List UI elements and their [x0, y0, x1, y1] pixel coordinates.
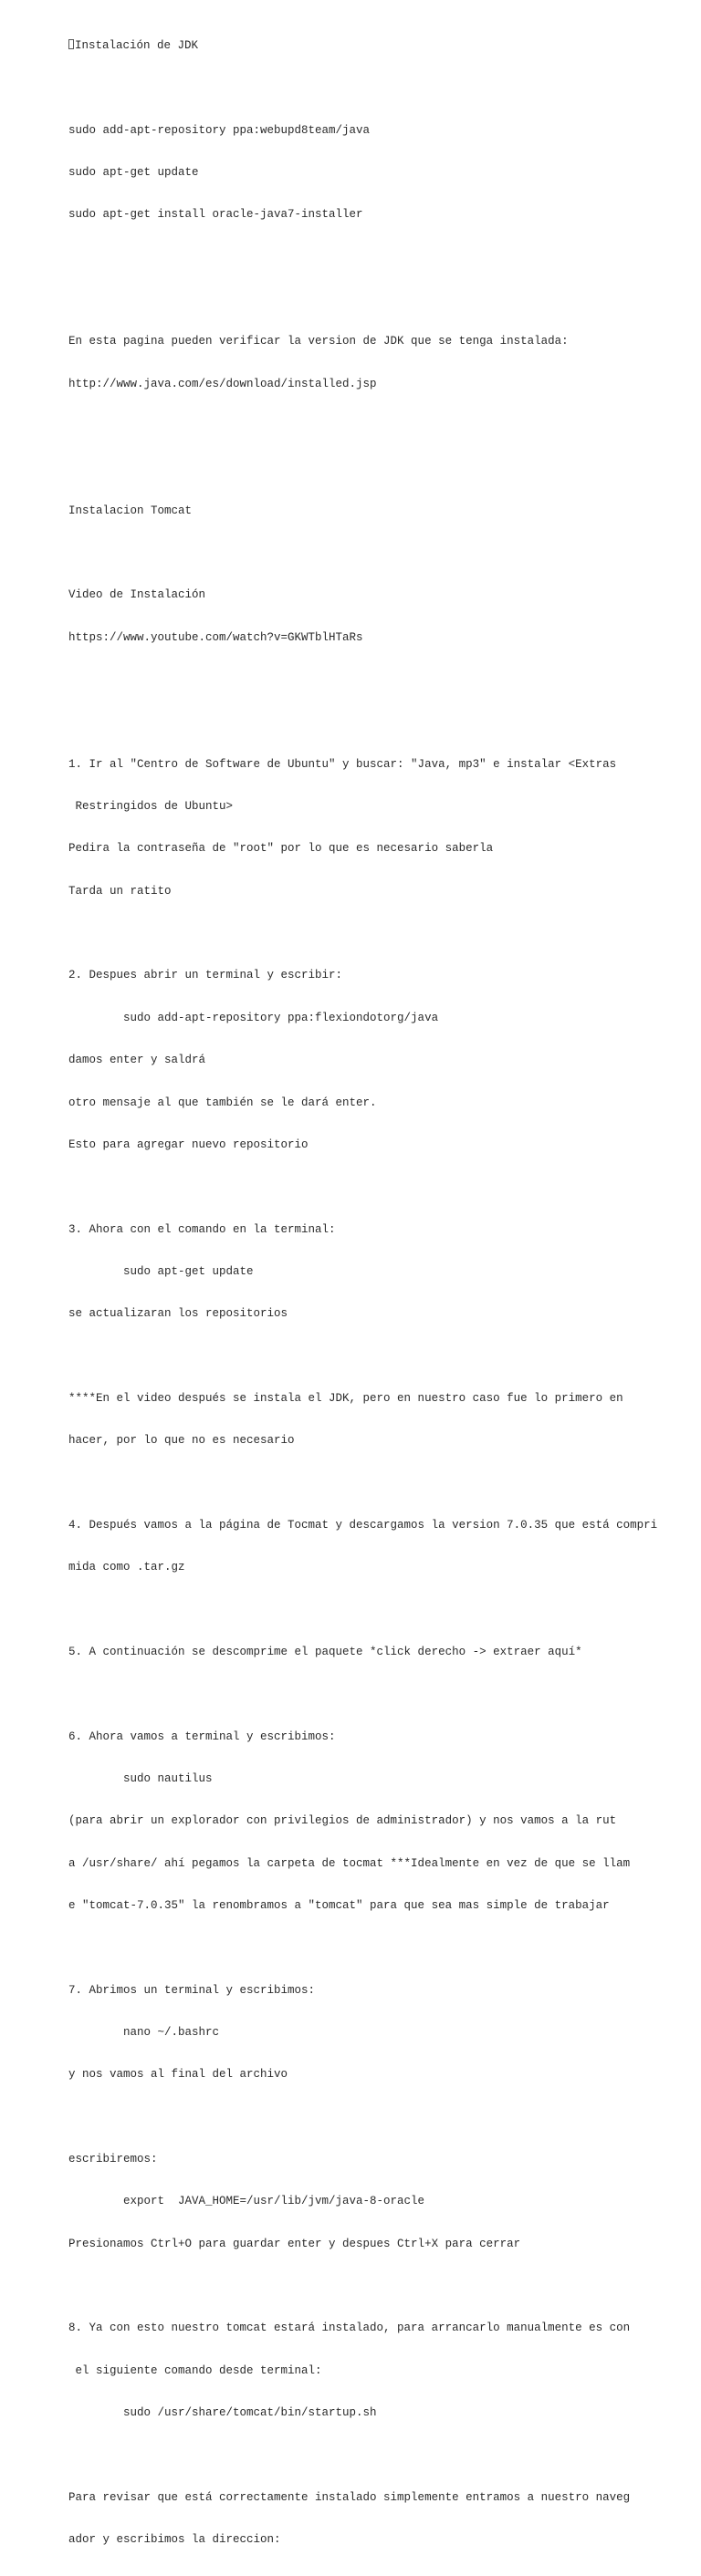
text-line — [68, 251, 689, 265]
code-line: sudo apt-get install oracle-java7-installer — [68, 208, 363, 222]
text-line: ador y escribimos la direccion: — [68, 2533, 281, 2547]
section-heading: Instalacion Tomcat — [68, 504, 193, 517]
step-line: 5. A continuación se descomprime el paquete *click derecho -> extraer aquí* — [68, 1645, 582, 1658]
text-line — [68, 2280, 689, 2293]
step-line: 7. Abrimos un terminal y escribimos: — [68, 1983, 316, 1997]
text-line: y nos vamos al final del archivo — [68, 2068, 288, 2082]
step-line: 1. Ir al "Centro de Software de Ubuntu" y buscar: "Java, mp3" e instalar <Extras — [68, 757, 617, 771]
missing-glyph-icon — [68, 39, 74, 49]
text-line: se actualizaran los repositorios — [68, 1307, 288, 1321]
text-line: otro mensaje al que también se le dará enter. — [68, 1096, 377, 1109]
text-line — [68, 462, 689, 475]
text-line — [68, 2449, 689, 2463]
text-line: a /usr/share/ ahí pegamos la carpeta de tocmat ***Idealmente en vez de que se llam — [68, 1856, 631, 1870]
text-line — [68, 1350, 689, 1364]
text-line — [68, 293, 689, 306]
code-line: sudo nautilus — [68, 1772, 213, 1785]
step-line: 4. Después vamos a la página de Tocmat y descargamos la version 7.0.35 que está compri — [68, 1518, 658, 1532]
text-line: Pedira la contraseña de "root" por lo que es necesario saberla — [68, 842, 494, 856]
code-line: sudo add-apt-repository ppa:flexiondotorg/java — [68, 1011, 439, 1024]
code-line: sudo apt-get update — [68, 1264, 254, 1278]
step-line: 6. Ahora vamos a terminal y escribimos: — [68, 1729, 336, 1743]
code-line: sudo apt-get update — [68, 165, 199, 179]
note-line: ****En el video después se instala el JDK, pero en nuestro caso fue lo primero en — [68, 1391, 623, 1405]
document-text — [68, 11, 689, 2576]
text-line: Restringidos de Ubuntu> — [68, 800, 234, 814]
text-line — [68, 1688, 689, 1701]
text-line — [68, 1477, 689, 1491]
text-line — [68, 81, 689, 95]
text-line: e "tomcat-7.0.35" la renombramos a "tomcat" para que sea mas simple de trabajar — [68, 1899, 610, 1913]
code-line: export JAVA_HOME=/usr/lib/jvm/java-8-oracle — [68, 2195, 425, 2208]
text-line — [68, 715, 689, 729]
text-line: Video de Instalación — [68, 588, 206, 602]
document-title: Instalación de JDK — [75, 38, 199, 52]
code-line: sudo add-apt-repository ppa:webupd8team/java — [68, 123, 371, 137]
text-line: el siguiente comando desde terminal: — [68, 2363, 322, 2377]
text-line — [68, 1180, 689, 1194]
text-line: Presionamos Ctrl+O para guardar enter y despues Ctrl+X para cerrar — [68, 2237, 521, 2250]
text-line: mida como .tar.gz — [68, 1561, 185, 1574]
step-line: 8. Ya con esto nuestro tomcat estará instalado, para arrancarlo manualmente es con — [68, 2322, 631, 2335]
document-title-line — [68, 39, 689, 53]
step-line: 3. Ahora con el comando en la terminal: — [68, 1222, 336, 1236]
text-line: Para revisar que está correctamente instalado simplemente entramos a nuestro naveg — [68, 2490, 631, 2504]
text-line — [68, 2111, 689, 2124]
text-line: Esto para agregar nuevo repositorio — [68, 1137, 309, 1151]
step-line: 2. Despues abrir un terminal y escribir: — [68, 969, 343, 982]
text-line: damos enter y saldrá — [68, 1054, 206, 1067]
text-line: escribiremos: — [68, 2153, 158, 2166]
url-line: https://www.youtube.com/watch?v=GKWTblHTaRs — [68, 630, 363, 644]
code-line: sudo /usr/share/tomcat/bin/startup.sh — [68, 2406, 377, 2420]
text-line — [68, 1604, 689, 1617]
text-line: Tarda un ratito — [68, 884, 172, 898]
text-line: En esta pagina pueden verificar la version de JDK que se tenga instalada: — [68, 335, 569, 348]
text-line — [68, 927, 689, 940]
text-line — [68, 420, 689, 433]
text-line: hacer, por lo que no es necesario — [68, 1434, 295, 1448]
text-line: (para abrir un explorador con privilegios de administrador) y nos vamos a la rut — [68, 1814, 617, 1828]
code-line: nano ~/.bashrc — [68, 2026, 220, 2040]
text-line — [68, 1941, 689, 1955]
url-line: http://www.java.com/es/download/installed.jsp — [68, 377, 377, 390]
text-line — [68, 546, 689, 560]
text-line — [68, 673, 689, 687]
